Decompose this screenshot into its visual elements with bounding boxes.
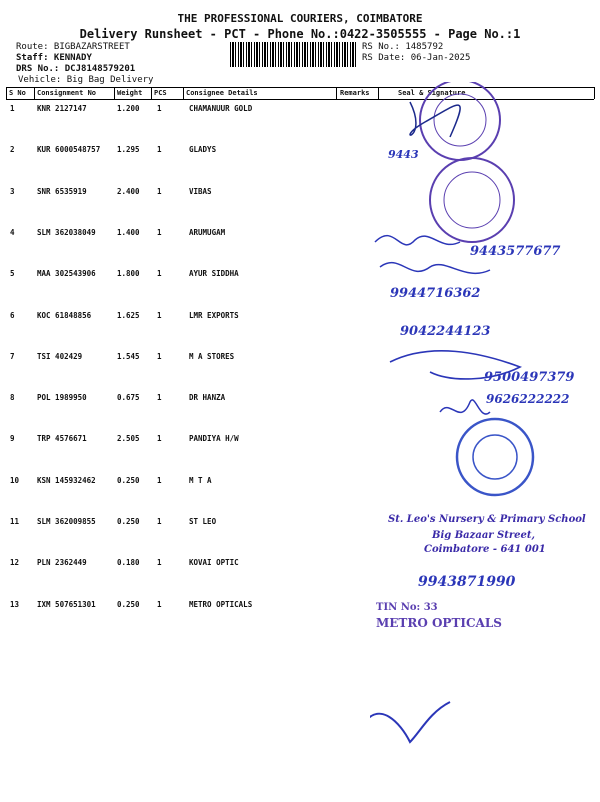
cell-pcs: 1: [157, 269, 162, 278]
cell-weight: 0.250: [117, 476, 140, 485]
cell-consignee: DR HANZA: [189, 393, 226, 402]
stamp-metro-line1: TIN No: 33: [376, 602, 438, 613]
signature-scribble-3: [380, 263, 490, 274]
stamp-metro-line2: METRO OPTICALS: [376, 616, 502, 630]
handwritten-phone-d: 9500497379: [484, 370, 575, 385]
drs-number: DRS No.: DCJ8148579201: [16, 64, 136, 74]
col-divider: [6, 87, 7, 99]
cell-pcs: 1: [157, 145, 162, 154]
runsheet-subtitle: Delivery Runsheet - PCT - Phone No.:0422-3505555 - Page No.:1: [79, 27, 521, 41]
col-divider: [336, 87, 337, 99]
cell-sno: 7: [10, 352, 15, 361]
cell-consignment: TRP 4576671: [37, 434, 87, 443]
cell-sno: 9: [10, 434, 15, 443]
cell-weight: 1.200: [117, 104, 140, 113]
rs-number: RS No.: 1485792: [362, 42, 444, 52]
col-header-pcs: PCS: [154, 89, 167, 97]
cell-sno: 10: [10, 476, 20, 485]
stamp-st-leo-line2: Big Bazaar Street,: [432, 530, 535, 541]
cell-consignee: M T A: [189, 476, 212, 485]
col-header-sno: S No: [9, 89, 26, 97]
cell-consignment: SNR 6535919: [37, 187, 87, 196]
cell-consignee: ST LEO: [189, 517, 217, 526]
cell-sno: 2: [10, 145, 15, 154]
col-header-consignment: Consignment No: [37, 89, 97, 97]
cell-pcs: 1: [157, 104, 162, 113]
cell-weight: 0.250: [117, 600, 140, 609]
cell-weight: 1.295: [117, 145, 140, 154]
col-divider: [183, 87, 184, 99]
cell-weight: 1.400: [117, 228, 140, 237]
col-header-consignee: Consignee Details: [186, 89, 258, 97]
handwritten-phone-b: 9944716362: [390, 286, 481, 301]
cell-pcs: 1: [157, 393, 162, 402]
company-name: THE PROFESSIONAL COURIERS, COIMBATORE: [177, 12, 423, 25]
cell-sno: 11: [10, 517, 20, 526]
vehicle: Vehicle: Big Bag Delivery: [18, 75, 154, 85]
cell-consignee: CHAMANUUR GOLD: [189, 104, 253, 113]
handwritten-phone-f: 9943871990: [418, 574, 516, 590]
cell-pcs: 1: [157, 476, 162, 485]
cell-consignee: GLADYS: [189, 145, 217, 154]
col-divider: [151, 87, 152, 99]
cell-weight: 0.250: [117, 517, 140, 526]
cell-consignee: LMR EXPORTS: [189, 311, 239, 320]
col-header-seal: Seal & Signature: [398, 89, 466, 97]
col-divider: [34, 87, 35, 99]
cell-weight: 1.800: [117, 269, 140, 278]
stamp-st-leo-line3: Coimbatore - 641 001: [424, 544, 546, 555]
round-stamp-1: [420, 82, 500, 160]
col-header-remarks: Remarks: [340, 89, 370, 97]
cell-consignee: PANDIYA H/W: [189, 434, 239, 443]
cell-pcs: 1: [157, 187, 162, 196]
cell-pcs: 1: [157, 311, 162, 320]
cell-consignment: KOC 61848856: [37, 311, 92, 320]
cell-consignment: TSI 402429: [37, 352, 83, 361]
signature-scribble-6: [370, 702, 450, 742]
cell-pcs: 1: [157, 517, 162, 526]
signature-scribble-5: [440, 400, 490, 414]
cell-sno: 13: [10, 600, 20, 609]
cell-sno: 1: [10, 104, 15, 113]
stamp-st-leo-line1: St. Leo's Nursery & Primary School: [388, 514, 586, 525]
signature-scribble-2: [375, 236, 460, 245]
route: Route: BIGBAZARSTREET: [16, 42, 130, 52]
handwritten-note: 9443: [388, 148, 419, 161]
cell-consignment: KSN 145932462: [37, 476, 96, 485]
signatures-layer: [370, 82, 596, 802]
cell-sno: 4: [10, 228, 15, 237]
cell-pcs: 1: [157, 434, 162, 443]
cell-sno: 5: [10, 269, 15, 278]
cell-pcs: 1: [157, 600, 162, 609]
cell-consignment: SLM 362038049: [37, 228, 96, 237]
cell-consignment: SLM 362009855: [37, 517, 96, 526]
cell-sno: 6: [10, 311, 15, 320]
cell-pcs: 1: [157, 352, 162, 361]
staff: Staff: KENNADY: [16, 53, 92, 63]
cell-weight: 0.180: [117, 558, 140, 567]
cell-weight: 2.505: [117, 434, 140, 443]
cell-consignee: M A STORES: [189, 352, 235, 361]
cell-consignee: KOVAI OPTIC: [189, 558, 239, 567]
cell-consignment: IXM 507651301: [37, 600, 96, 609]
cell-sno: 3: [10, 187, 15, 196]
rs-date: RS Date: 06-Jan-2025: [362, 53, 471, 63]
cell-consignment: PLN 2362449: [37, 558, 87, 567]
handwritten-phone-a: 9443577677: [470, 244, 561, 259]
cell-weight: 0.675: [117, 393, 140, 402]
cell-sno: 12: [10, 558, 20, 567]
cell-consignment: POL 1989950: [37, 393, 87, 402]
cell-consignee: AYUR SIDDHA: [189, 269, 239, 278]
round-stamp-2: [430, 158, 514, 242]
handwritten-phone-c: 9042244123: [400, 324, 491, 339]
cell-consignment: MAA 302543906: [37, 269, 96, 278]
cell-pcs: 1: [157, 558, 162, 567]
cell-weight: 1.545: [117, 352, 140, 361]
cell-consignment: KUR 6000548757: [37, 145, 101, 154]
cell-sno: 8: [10, 393, 15, 402]
col-header-weight: Weight: [117, 89, 143, 97]
cell-weight: 1.625: [117, 311, 140, 320]
handwritten-phone-e: 9626222222: [486, 392, 570, 406]
barcode: [230, 42, 356, 67]
cell-weight: 2.400: [117, 187, 140, 196]
cell-consignee: ARUMUGAM: [189, 228, 226, 237]
cell-pcs: 1: [157, 228, 162, 237]
cell-consignee: VIBAS: [189, 187, 212, 196]
signature-scribble-1: [410, 102, 460, 137]
col-divider: [114, 87, 115, 99]
cell-consignee: METRO OPTICALS: [189, 600, 253, 609]
round-stamp-3: [457, 419, 533, 495]
cell-consignment: KNR 2127147: [37, 104, 87, 113]
